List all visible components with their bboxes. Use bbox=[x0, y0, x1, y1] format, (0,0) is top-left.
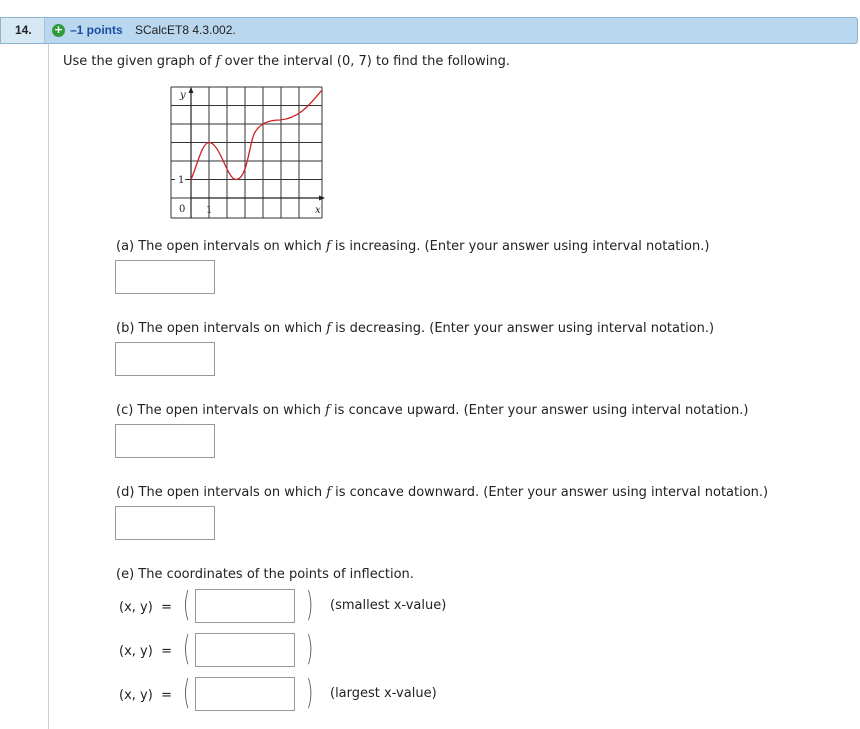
open-paren: ( bbox=[182, 585, 191, 625]
question-number: 14. bbox=[1, 18, 45, 43]
close-paren: ) bbox=[305, 629, 314, 669]
part-b-text: (b) The open intervals on which f is decreasing. (Enter your answer using interval notation.) bbox=[116, 321, 715, 336]
xy-label: (x, y) = bbox=[119, 688, 172, 703]
part-c-text: (c) The open intervals on which f is concave upward. (Enter your answer using interval notation.) bbox=[116, 403, 749, 418]
open-paren: ( bbox=[182, 629, 191, 669]
expand-plus-icon[interactable]: + bbox=[53, 23, 64, 36]
points-label: –1 points bbox=[70, 23, 123, 37]
inflection-point-3-input[interactable] bbox=[195, 677, 295, 711]
question-header bbox=[0, 17, 858, 44]
open-paren: ( bbox=[182, 673, 191, 713]
part-c-answer-input[interactable] bbox=[115, 424, 215, 458]
part-d-answer-input[interactable] bbox=[115, 506, 215, 540]
prompt-text: Use the given graph of f over the interval (0, 7) to find the following. bbox=[63, 54, 511, 69]
x-axis-label: x bbox=[315, 205, 321, 216]
smallest-x-note: (smallest x-value) bbox=[330, 598, 447, 613]
left-divider bbox=[48, 44, 49, 729]
x-tick-label: 1 bbox=[206, 205, 213, 216]
xy-label: (x, y) = bbox=[119, 644, 172, 659]
inflection-point-1-input[interactable] bbox=[195, 589, 295, 623]
close-paren: ) bbox=[305, 673, 314, 713]
xy-label: (x, y) = bbox=[119, 600, 172, 615]
problem-code: SCalcET8 4.3.002. bbox=[135, 23, 236, 37]
largest-x-note: (largest x-value) bbox=[330, 686, 437, 701]
y-tick-label: 1 bbox=[178, 175, 185, 186]
origin-label: 0 bbox=[179, 204, 186, 215]
part-b-answer-input[interactable] bbox=[115, 342, 215, 376]
part-d-text: (d) The open intervals on which f is concave downward. (Enter your answer using interval notation.) bbox=[116, 485, 769, 500]
part-a-text: (a) The open intervals on which f is increasing. (Enter your answer using interval notation.) bbox=[116, 239, 710, 254]
y-axis-label: y bbox=[180, 90, 186, 101]
part-e-text: (e) The coordinates of the points of inflection. bbox=[116, 567, 414, 582]
function-graph bbox=[170, 86, 326, 222]
y-axis-arrow bbox=[189, 87, 194, 93]
function-curve bbox=[191, 90, 322, 180]
inflection-point-2-input[interactable] bbox=[195, 633, 295, 667]
close-paren: ) bbox=[305, 585, 314, 625]
part-a-answer-input[interactable] bbox=[115, 260, 215, 294]
